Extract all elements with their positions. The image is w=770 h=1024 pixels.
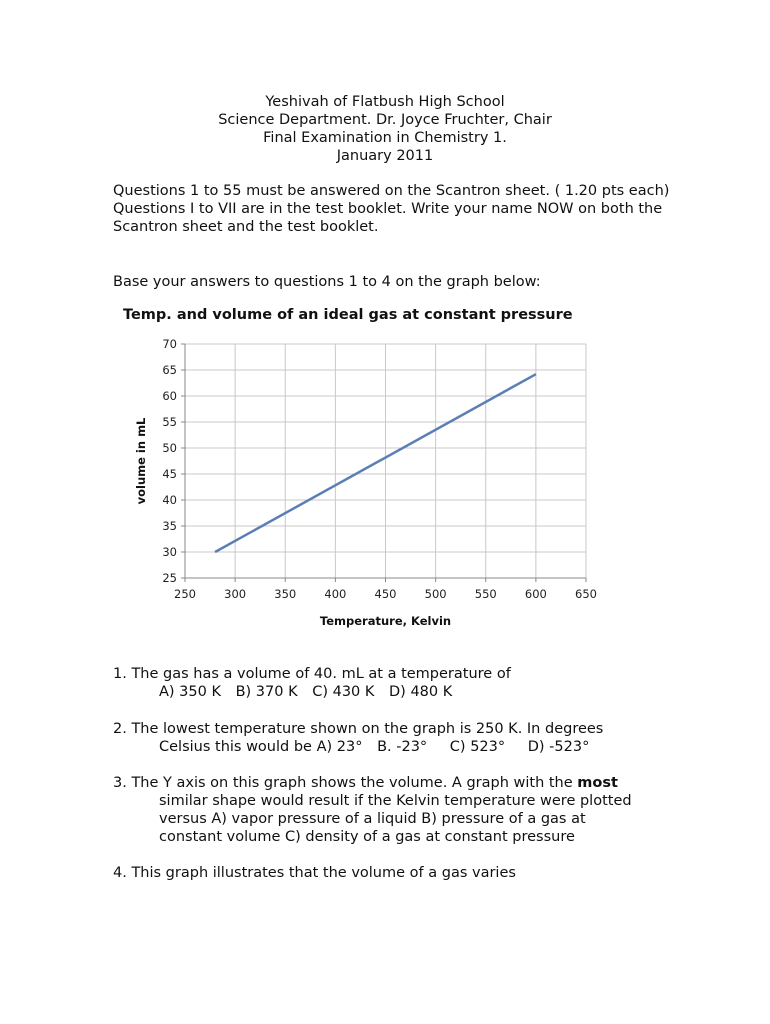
x-axis-label: Temperature, Kelvin	[319, 614, 452, 628]
exam-date: January 2011	[336, 148, 434, 164]
school-name: Yeshivah of Flatbush High School	[265, 94, 505, 110]
x-tick-label: 550	[474, 587, 497, 601]
q1-choice-b: B) 370 K	[235, 684, 298, 700]
q1-choice-c: C) 430 K	[312, 684, 375, 700]
y-tick-label: 50	[162, 441, 177, 455]
y-tick-label: 25	[162, 571, 177, 585]
question-2-choices	[113, 738, 603, 756]
q1-choice-a: A) 350 K	[159, 684, 221, 700]
question-4-stem: 4. This graph illustrates that the volume of a gas varies	[113, 865, 516, 881]
instruction-scantron: Questions 1 to 55 must be answered on the Scantron sheet. ( 1.20 pts each)	[113, 183, 670, 199]
q2-choice-d: D) -523°	[527, 739, 590, 755]
x-tick-label: 300	[224, 587, 247, 601]
y-tick-label: 30	[162, 545, 177, 559]
y-tick-label: 65	[162, 363, 177, 377]
y-tick-label: 40	[162, 493, 177, 507]
q2-choice-c: C) 523°	[449, 739, 506, 755]
instruction-booklet: Questions I to VII are in the test booklet. Write your name NOW on both the Scantron sheet and the test booklet.	[113, 201, 663, 235]
x-tick-label: 650	[575, 587, 597, 601]
series-line	[215, 374, 536, 552]
y-tick-label: 35	[162, 519, 177, 533]
q3-stem-text: 3. The Y axis on this graph shows the volume. A graph with the	[113, 775, 573, 791]
x-tick-label: 600	[524, 587, 547, 601]
temperature-volume-chart	[120, 330, 620, 640]
question-3	[113, 774, 632, 846]
q3-emphasis: most	[577, 775, 618, 791]
exam-title: Final Examination in Chemistry 1.	[263, 130, 507, 146]
department-line: Science Department. Dr. Joyce Fruchter, Chair	[218, 112, 552, 128]
question-1-stem: 1. The gas has a volume of 40. mL at a temperature of	[113, 666, 511, 682]
question-2	[113, 720, 603, 756]
y-tick-label: 70	[162, 337, 177, 351]
exam-header	[0, 93, 770, 165]
q2-choice-b: B. -23°	[377, 739, 428, 755]
y-tick-label: 60	[162, 389, 177, 403]
y-tick-label: 55	[162, 415, 177, 429]
x-tick-label: 500	[424, 587, 447, 601]
q2-continuation: Celsius this would be	[159, 739, 312, 755]
y-axis-label: volume in mL	[134, 417, 148, 505]
question-4	[113, 864, 516, 882]
x-tick-label: 250	[174, 587, 196, 601]
x-tick-label: 350	[274, 587, 297, 601]
y-tick-label: 45	[162, 467, 177, 481]
q3-line-3: versus A) vapor pressure of a liquid B) pressure of a gas at	[159, 811, 586, 827]
question-1	[113, 665, 511, 701]
chart-title: Temp. and volume of an ideal gas at constant pressure	[123, 307, 573, 323]
instructions	[113, 182, 673, 236]
x-tick-label: 400	[324, 587, 347, 601]
q3-line-2: similar shape would result if the Kelvin temperature were plotted	[159, 793, 632, 809]
question-3-stem	[113, 774, 632, 792]
q3-line-4: constant volume C) density of a gas at constant pressure	[159, 829, 575, 845]
q2-choice-a: A) 23°	[316, 739, 363, 755]
q1-choice-d: D) 480 K	[389, 684, 453, 700]
question-2-stem: 2. The lowest temperature shown on the graph is 250 K. In degrees	[113, 721, 604, 737]
x-tick-label: 450	[374, 587, 397, 601]
question-1-choices	[113, 683, 511, 701]
graph-instruction: Base your answers to questions 1 to 4 on the graph below:	[113, 274, 541, 290]
